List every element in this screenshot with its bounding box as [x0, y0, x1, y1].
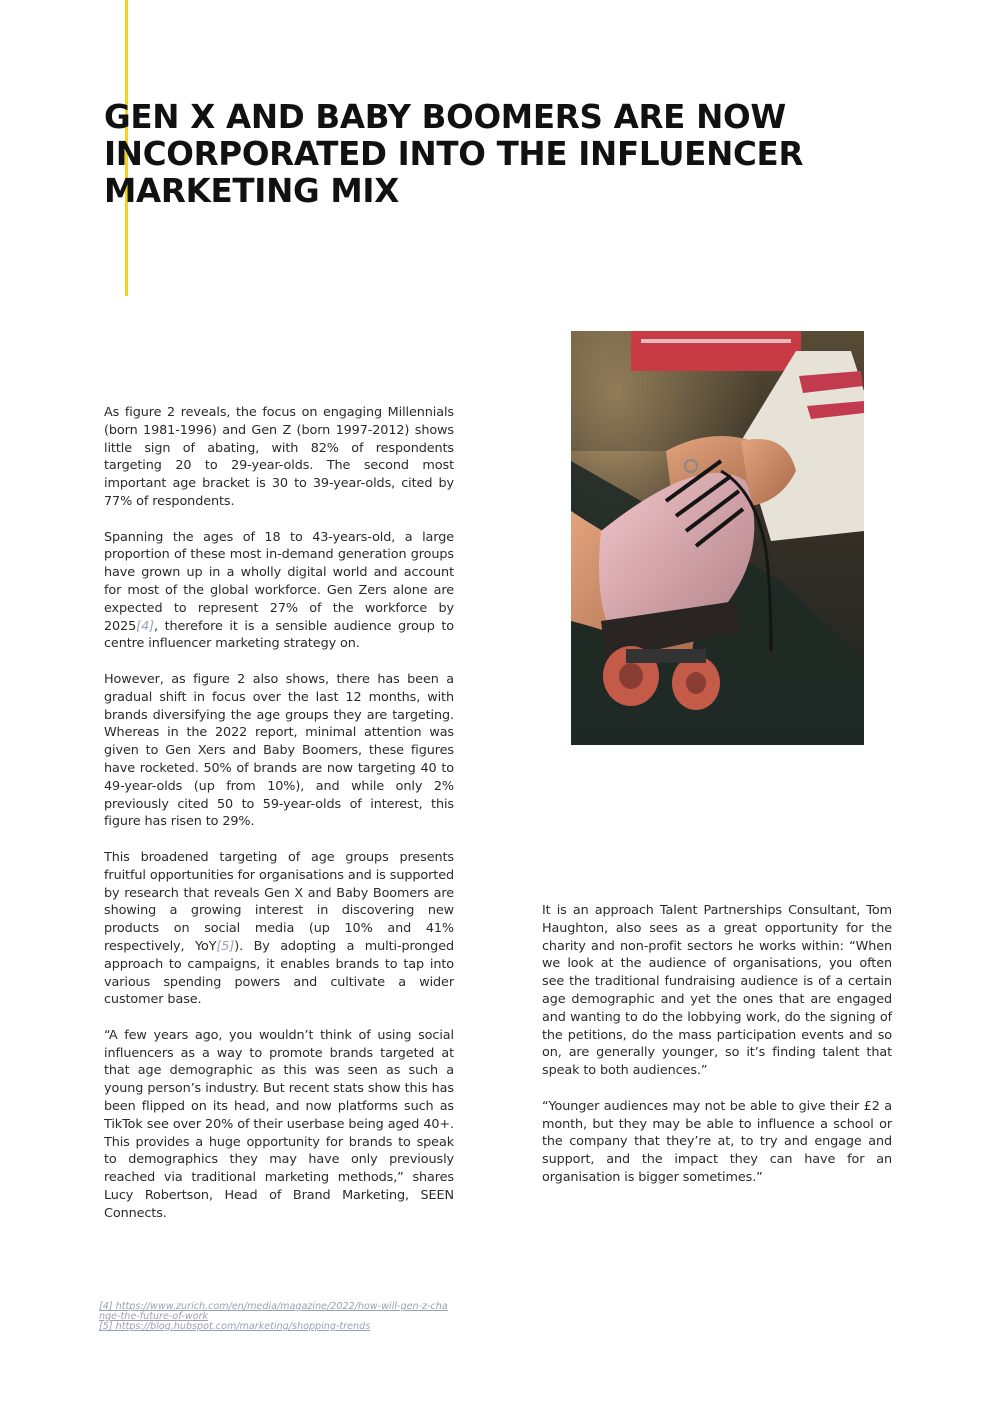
right-text-column — [542, 902, 892, 1205]
title-line-2: INCORPORATED INTO THE INFLUENCER — [104, 135, 804, 173]
paragraph-4-text: This broadened targeting of age groups presents fruitful opportunities for organisations and is supported by research that reveals Gen X and Baby Boomers are showing a growing interest in discovering new products on social media (up 10% and 41% respectively, YoY — [104, 849, 454, 954]
paragraph-4 — [104, 849, 454, 1009]
title-line-3: MARKETING MIX — [104, 172, 399, 210]
right-paragraph-2-quote: “Younger audiences may not be able to give their £2 a month, but they may be able to influence a school or the company that they’re at, to try and engage and support, and the impact they can have for an organisation is bigger sometimes.” — [542, 1098, 892, 1185]
paragraph-2-text-end: , therefore it is a sensible audience group to centre influencer marketing strategy on. — [104, 618, 454, 652]
footnote-4-link[interactable]: [4] https://www.zurich.com/en/media/magazine/2022/how-will-gen-z-change-the-future-of-work — [99, 1301, 448, 1322]
paragraph-3: However, as figure 2 also shows, there has been a gradual shift in focus over the last 12 months, with brands diversifying the age groups they are targeting. Whereas in the 2022 report, minimal attention was given to Gen Xers and Baby Boomers, these figures have rocketed. 50% of brands are now targeting 40 to 49-year-olds (up from 10%), and while only 2% previously cited 50 to 59-year-olds of interest, this figure has risen to 29%. — [104, 671, 454, 830]
footnotes — [99, 1302, 451, 1332]
page-title — [104, 99, 864, 210]
paragraph-4-text-end: ). By adopting a multi-pronged approach to campaigns, it enables brands to tap into various spending powers and cultivate a wider customer base. — [104, 938, 454, 1008]
footnote-5-link[interactable]: [5] https://blog.hubspot.com/marketing/shopping-trends — [99, 1321, 371, 1332]
reference-5-link[interactable]: [5] — [216, 938, 235, 954]
title-line-1: GEN X AND BABY BOOMERS ARE NOW — [104, 98, 786, 136]
paragraph-1: As figure 2 reveals, the focus on engaging Millennials (born 1981-1996) and Gen Z (born 1997-2012) shows little sign of abating, with 82% of respondents targeting 20 to 29-year-olds. The second most important age bracket is 30 to 39-year-olds, cited by 77% of respondents. — [104, 405, 454, 509]
paragraph-2-text: Spanning the ages of 18 to 43-years-old, a large proportion of these most in-demand generation groups have grown up in a wholly digital world and account for most of the global workforce. Gen Zers alone are expected to represent 27% of the workforce by 2025 — [104, 529, 454, 634]
reference-4-link[interactable]: [4] — [136, 618, 154, 634]
right-paragraph-1: It is an approach Talent Partnerships Consultant, Tom Haughton, also sees as a great opportunity for the charity and non-profit sectors he works within: “When we look at the audience of organisations, you often see the traditional fundraising audience is of a certain age demographic and yet the ones that are engaged and wanting to do the lobbying work, do the signing of the petitions, do the mass participation events and so on, are generally younger, so it’s finding talent that speak to both audiences.” — [542, 903, 892, 1079]
paragraph-2 — [104, 529, 454, 654]
left-text-column — [104, 404, 454, 1240]
roller-skate-photo — [571, 331, 864, 745]
paragraph-5-quote: “A few years ago, you wouldn’t think of using social influencers as a way to promote brands targeted at that age demographic as this was seen as such a young person’s industry. But recent stats show this has been flipped on its head, and now platforms such as TikTok see over 20% of their userbase being aged 40+. This provides a huge opportunity for brands to speak to demographics they may have only previously reached via traditional marketing methods,” shares Lucy Robertson, Head of Brand Marketing, SEEN Connects. — [104, 1027, 454, 1221]
